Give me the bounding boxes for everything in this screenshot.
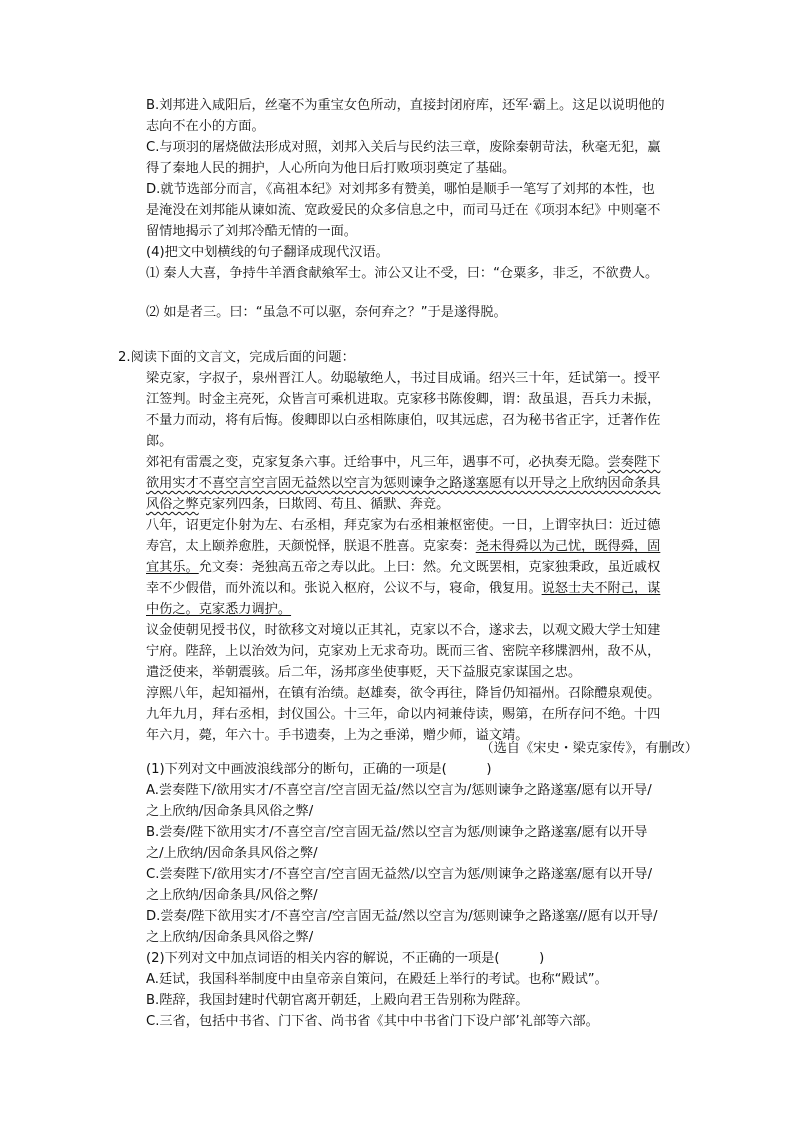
q2-p3-line5 [146,600,291,620]
q2-heading: 2.阅读下面的文言文，完成后面的问题： [118,350,355,365]
q2-sub1-option-d-line1: D.尝奏/陛下欲用实才/不喜空言/空言固无益/然以空言为/惩则谏争之路遂塞//愿有以开导/ [146,909,658,924]
q2-p1-line4: 郎。 [146,434,173,449]
q2-p3-underline-4: 中伤之。克家悉力调护。 [146,602,292,617]
q2-p3-line3-text: 允文奏：尧独高五帝之寿以此。上曰：然。允文既罢相，克家独秉政，虽近戚权 [198,560,661,575]
q2-p3-line4-text: 幸不少假借，而外流以和。张说入枢府，公议不与，寝命，俄复用。 [146,581,542,596]
q2-sub1-prompt: (1)下列对文中画波浪线部分的断句，正确的一项是( ) [146,762,492,777]
q2-sub1-option-a-line1: A.尝奏陛下/欲用实才/不喜空言/空言固无益/然以空言为/惩则谏争之路遂塞/愿有以开导/ [146,783,652,798]
q2-p3-line2 [146,537,660,557]
q2-p2-wavy-3: 风俗之弊 [146,497,199,512]
q2-p4-line2: 宁府。陛辞，上以治效为问，克家劝上无求奇功。既而三省、密院辛移牒泗州，敌不从， [146,644,661,659]
q2-sub2-prompt: (2)下列对文中加点词语的相关内容的解说，不正确的一项是( ) [146,951,545,966]
q2-p3-line1: 八年，诏更定仆射为左、右丞相，拜克家为右丞相兼枢密使。一日，上谓宰执曰：近过德 [146,518,661,533]
q1-sub4-item1: ⑴ 秦人大喜，争持牛羊酒食献飨军士。沛公又让不受，曰：“仓粟多，非乏，不欲费人。 [146,266,659,281]
q2-p2-wavy-1: 尝奏陛下 [607,455,661,470]
q2-p2-line2 [146,474,660,494]
q2-source: （选自《宋史・梁克家传》，有删改） [480,741,698,756]
q2-sub1-option-b-line2: 之/上欣纳/因命条具风俗之弊/ [146,846,318,861]
q2-p1-line3: 不量力而动，将有后悔。俊卿即以白丞相陈康伯，叹其远虑，召为秘书省正字，迁著作佐 [146,413,661,428]
q2-p4-line1: 议金使朝见授书仪，时欲移文对境以正其礼，克家以不合，遂求去，以观文殿大学士知建 [146,623,661,638]
q2-p2-line3 [146,495,449,515]
q2-p1-line1: 梁克家，字叔子，泉州晋江人。幼聪敏绝人，书过目成诵。绍兴三十年，廷试第一。授平 [146,371,661,386]
q2-p5-line1: 淳熙八年，起知福州，在镇有治绩。赵雄奏，欲令再往，降旨仍知福州。召除醴泉观使。 [146,686,661,701]
q2-p5-line3: 年六月，薨，年六十。手书遗奏，上为之垂涕，赠少师，谥文靖。 [146,728,529,743]
q2-sub2-option-b: B.陛辞，我国封建时代朝官离开朝廷，上殿向君王告别称为陛辞。 [146,993,529,1008]
q2-p3-line3 [146,558,660,578]
q2-sub1-option-c-line1: C.尝奏陛下/欲用实才/不喜空言/空言固无益然/以空言为惩/则谏争之路遂塞/愿有以开导/ [146,867,653,882]
q2-p2-line1-text: 郊祀有雷震之变，克家复条六事。迁给事中，凡三年，遇事不可，必执奏无隐。 [146,455,608,470]
q2-p2-line1 [146,453,660,473]
q2-p1-line2: 江签判。时金主亮死，众皆言可乘机进取。克家移书陈俊卿，谓：敌虽退，吾兵力未振， [146,392,661,407]
q1-option-d-line1: D.就节选部分而言，《高祖本纪》对刘邦多有赞美，哪怕是顺手一笔写了刘邦的本性，也 [146,182,655,197]
q2-sub2-option-a: A.廷试，我国科举制度中由皇帝亲自策问，在殿廷上举行的考试。也称“殿试”。 [146,972,608,987]
q1-option-c-line1: C.与项羽的屠烧做法形成对照，刘邦入关后与民约法三章，废除秦朝苛法，秋毫无犯，赢 [146,140,661,155]
q1-sub4-prompt: (4)把文中划横线的句子翻译成现代汉语。 [146,245,389,260]
q2-p3-line2-text: 寿宫，太上颐养愈胜，天颜悦怿，朕退不胜喜。克家奏： [146,539,476,554]
q1-option-d-line2: 是淹没在刘邦能从谏如流、宽政爱民的众多信息之中，而司马迁在《项羽本纪》中则毫不 [146,203,661,218]
q2-p3-line4 [146,579,660,599]
q2-sub1-option-c-line2: 之上欣纳/因命条具/风俗之弊/ [146,888,318,903]
q2-p3-underline-1: 尧未得舜以为己忧，既得舜，固 [475,539,661,554]
q2-sub1-option-b-line1: B.尝奏/陛下欲用实才/不喜空言/空言固无益/然以空言为惩/则谏争之路遂塞/愿有以开导 [146,825,648,840]
q2-p4-line3: 遣泛使来，举朝震骇。后二年，汤邦彦坐使事贬，天下益服克家谋国之忠。 [146,665,582,680]
q1-option-b-line2: 志向不在小的方面。 [146,119,265,134]
q1-option-b-line1: B.刘邦进入咸阳后，丝毫不为重宝女色所动，直接封闭府库，还军·霸上。这足以说明他的 [146,98,665,113]
q1-sub4-item2: ⑵ 如是者三。曰：“虽急不可以驱，奈何弃之？”于是遂得脱。 [146,305,507,320]
q2-sub1-option-a-line2: 之上欣纳/因命条具风俗之弊/ [146,804,314,819]
q2-sub1-option-d-line2: 之上欣纳/因命条具风俗之弊/ [146,930,314,945]
q2-p3-underline-2: 宜其乐。 [146,560,199,575]
q1-option-d-line3: 留情地揭示了刘邦冷酷无情的一面。 [146,224,357,239]
q2-p2-wavy-2: 欲用实才不喜空言空言固无益然以空言为惩则谏争之路遂塞愿有以开导之上欣纳因命条具 [146,476,661,491]
q2-p3-underline-3: 说怒士夫不附己，谋 [541,581,661,596]
q2-sub2-option-c: C.三省，包括中书省、门下省、尚书省《其中中书省门下设户部’礼部等六部。 [146,1014,599,1029]
q1-option-c-line2: 得了秦地人民的拥护，人心所向为他日后打败项羽奠定了基础。 [146,161,516,176]
q2-p5-line2: 九年九月，拜右丞相，封仪国公。十三年，命以内祠兼侍读，赐第，在所存问不绝。十四 [146,707,661,722]
q2-p2-line3-text: 克家列四条，曰欺罔、苟且、循默、奔竞。 [198,497,450,512]
